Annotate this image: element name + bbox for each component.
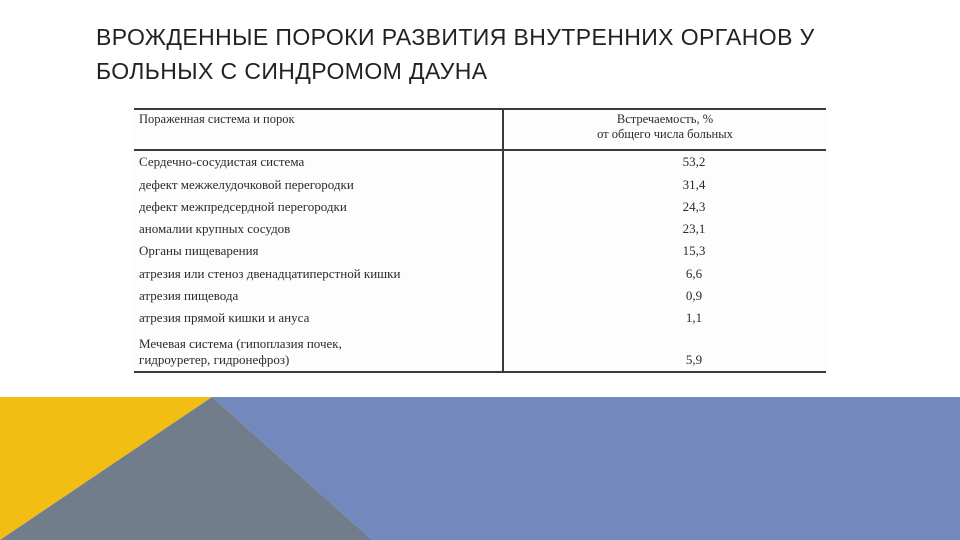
row-system-line-1: Мечевая система (гипоплазия почек, bbox=[139, 336, 342, 352]
row-system: атрезия прямой кишки и ануса bbox=[139, 310, 310, 326]
slide-title-line-2: БОЛЬНЫХ С СИНДРОМОМ ДАУНА bbox=[96, 58, 488, 84]
header-frequency-line-1: Встречаемость, % bbox=[616, 112, 714, 126]
row-system: дефект межжелудочковой перегородки bbox=[139, 176, 354, 192]
row-frequency: 24,3 bbox=[682, 198, 706, 214]
header-frequency-line-2: от общего числа больных bbox=[597, 127, 733, 141]
row-system-line-2: гидроуретер, гидронефроз) bbox=[139, 352, 290, 368]
row-frequency: 23,1 bbox=[682, 221, 706, 237]
row-frequency: 15,3 bbox=[682, 243, 706, 259]
row-system: дефект межпредсердной перегородки bbox=[139, 198, 347, 214]
row-frequency: 1,1 bbox=[685, 310, 703, 326]
header-system: Пораженная система и порок bbox=[139, 112, 295, 126]
row-frequency: 31,4 bbox=[682, 176, 706, 192]
row-frequency: 53,2 bbox=[682, 154, 706, 170]
row-system: Сердечно-сосудистая система bbox=[139, 154, 305, 170]
slide-title-line-1: ВРОЖДЕННЫЕ ПОРОКИ РАЗВИТИЯ ВНУТРЕННИХ ОРГАНОВ У bbox=[96, 24, 815, 50]
row-system: атрезия или стеноз двенадцатиперстной кишки bbox=[139, 265, 401, 281]
row-frequency: 6,6 bbox=[685, 265, 703, 281]
row-frequency: 0,9 bbox=[685, 288, 703, 304]
row-frequency: 5,9 bbox=[685, 352, 703, 368]
row-system: атрезия пищевода bbox=[139, 288, 239, 304]
row-system: аномалии крупных сосудов bbox=[139, 221, 291, 237]
row-system: Органы пищеварения bbox=[139, 243, 259, 259]
